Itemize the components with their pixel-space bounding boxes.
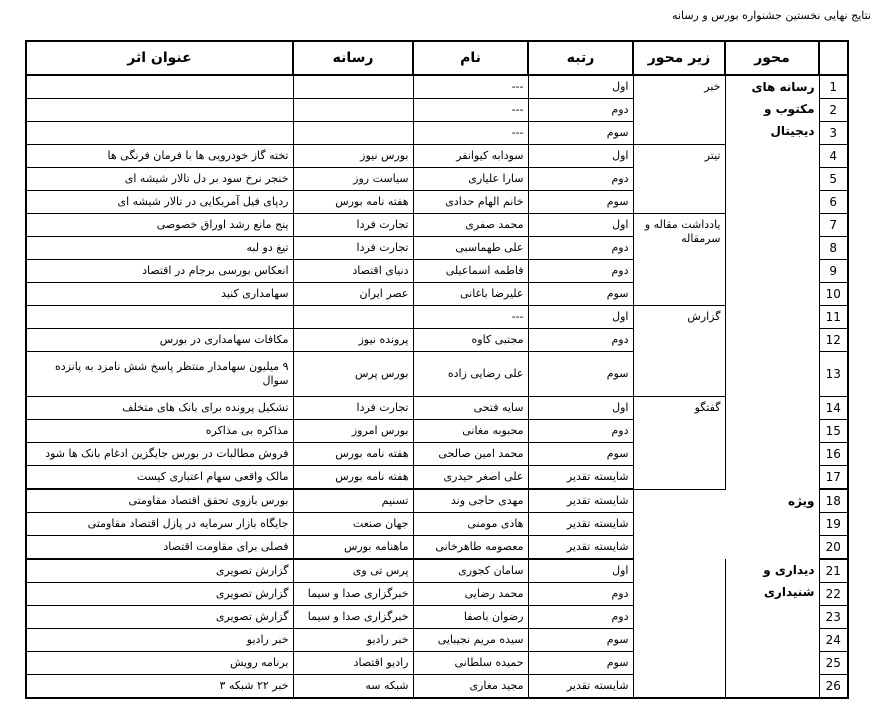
title-cell: فصلی برای مقاومت اقتصاد [26,536,293,560]
name-cell: مجتبی کاوه [413,329,528,352]
media-cell: تجارت فردا [293,397,413,420]
media-cell [293,122,413,145]
rank-cell: دوم [528,260,633,283]
results-table [25,40,849,699]
name-cell: معصومه طاهرخانی [413,536,528,560]
name-cell: سایه فتحی [413,397,528,420]
rank-cell: سوم [528,191,633,214]
name-cell: مهدی حاجی وند [413,489,528,513]
rank-cell: سوم [528,122,633,145]
row-number: 17 [819,466,848,490]
media-cell: جهان صنعت [293,513,413,536]
table-row [26,214,848,237]
media-cell: دنیای اقتصاد [293,260,413,283]
media-cell: هفته نامه بورس [293,443,413,466]
media-cell: ماهنامه بورس [293,536,413,560]
row-number: 18 [819,489,848,513]
media-cell [293,306,413,329]
title-cell: تخته گاز خودرویی ها با فرمان فرنگی ها [26,145,293,168]
row-number: 8 [819,237,848,260]
header-number [819,41,848,75]
media-cell: پرونده نیوز [293,329,413,352]
rank-cell: اول [528,75,633,99]
rank-cell: دوم [528,606,633,629]
name-cell: سودابه کیوانفر [413,145,528,168]
media-cell: پرس تی وی [293,559,413,583]
name-cell: محبوبه مغانی [413,420,528,443]
header-rotbe: رتبه [528,41,633,75]
rank-cell: سوم [528,283,633,306]
row-number: 5 [819,168,848,191]
rank-cell: دوم [528,583,633,606]
title-cell: برنامه رویش [26,652,293,675]
rank-cell: اول [528,397,633,420]
mehvar-written-digital: رسانه های مکتوب و دیجیتال [725,75,819,489]
row-number: 3 [819,122,848,145]
rank-cell: دوم [528,329,633,352]
name-cell: --- [413,75,528,99]
name-cell: --- [413,99,528,122]
row-number: 9 [819,260,848,283]
title-cell: مالک واقعی سهام اعتباری کیست [26,466,293,490]
title-cell: ردپای فیل آمریکایی در تالار شیشه ای [26,191,293,214]
rank-cell: سوم [528,629,633,652]
title-cell: تیغ دو لبه [26,237,293,260]
rank-cell: اول [528,559,633,583]
zir-mehvar-headline: تیتر [633,145,725,214]
title-cell: خنجر نرخ سود بر دل تالار شیشه ای [26,168,293,191]
name-cell: محمد رضایی [413,583,528,606]
row-number: 26 [819,675,848,699]
title-cell: خبر ۲۲ شبکه ۳ [26,675,293,699]
rank-cell: دوم [528,168,633,191]
title-cell: خبر رادیو [26,629,293,652]
table-row [26,489,848,513]
rank-cell: دوم [528,420,633,443]
media-cell: بورس پرس [293,352,413,397]
media-cell: هفته نامه بورس [293,466,413,490]
title-cell: گزارش تصویری [26,583,293,606]
name-cell: علی طهماسبی [413,237,528,260]
row-number: 13 [819,352,848,397]
media-cell: هفته نامه بورس [293,191,413,214]
mehvar-special: ویژه [633,489,819,559]
media-cell: تجارت فردا [293,237,413,260]
name-cell: محمد امین صالحی [413,443,528,466]
name-cell: علی اصغر حیدری [413,466,528,490]
row-number: 23 [819,606,848,629]
name-cell: علیرضا باغانی [413,283,528,306]
mehvar-audio-visual: دیداری و شنیداری [725,559,819,698]
header-onvan: عنوان اثر [26,41,293,75]
media-cell: رادیو اقتصاد [293,652,413,675]
zir-mehvar-empty [633,559,725,698]
title-cell [26,306,293,329]
name-cell: سیده مریم نجیبایی [413,629,528,652]
name-cell: سارا علیاری [413,168,528,191]
row-number: 2 [819,99,848,122]
rank-cell: شایسته تقدیر [528,466,633,490]
row-number: 14 [819,397,848,420]
title-cell: بورس بازوی تحقق اقتصاد مقاومتی [26,489,293,513]
header-row [26,41,848,75]
name-cell: محمد صفری [413,214,528,237]
row-number: 12 [819,329,848,352]
header-zir-mehvar: زیر محور [633,41,725,75]
media-cell: بورس نیوز [293,145,413,168]
header-resane: رسانه [293,41,413,75]
table-body [26,75,848,698]
name-cell: --- [413,122,528,145]
table-row [26,397,848,420]
media-cell: خبر رادیو [293,629,413,652]
name-cell: علی رضایی زاده [413,352,528,397]
header-mehvar: محور [725,41,819,75]
media-cell: عصر ایران [293,283,413,306]
title-cell [26,122,293,145]
row-number: 7 [819,214,848,237]
rank-cell: شایسته تقدیر [528,489,633,513]
media-cell: خبرگزاری صدا و سیما [293,583,413,606]
media-cell: سیاست روز [293,168,413,191]
row-number: 15 [819,420,848,443]
row-number: 1 [819,75,848,99]
name-cell: حمیده سلطانی [413,652,528,675]
row-number: 11 [819,306,848,329]
media-cell [293,99,413,122]
name-cell: مجید مغاری [413,675,528,699]
rank-cell: دوم [528,99,633,122]
table-row [26,306,848,329]
title-cell: فروش مطالبات در بورس جایگزین ادغام بانک ها شود [26,443,293,466]
header-nam: نام [413,41,528,75]
table-row [26,75,848,99]
row-number: 20 [819,536,848,560]
zir-mehvar-report: گزارش [633,306,725,397]
title-cell: گزارش تصویری [26,559,293,583]
title-cell [26,75,293,99]
name-cell: سامان کجوری [413,559,528,583]
title-cell: جایگاه بازار سرمایه در پازل اقتصاد مقاومتی [26,513,293,536]
name-cell: --- [413,306,528,329]
name-cell: رضوان باصفا [413,606,528,629]
rank-cell: اول [528,214,633,237]
rank-cell: اول [528,306,633,329]
page-caption: نتایج نهایی نخستین جشنواره بورس و رسانه [672,9,871,22]
media-cell: خبرگزاری صدا و سیما [293,606,413,629]
row-number: 16 [819,443,848,466]
title-cell: گزارش تصویری [26,606,293,629]
title-cell: پنج مانع رشد اوراق خصوصی [26,214,293,237]
rank-cell: شایسته تقدیر [528,536,633,560]
zir-mehvar-article: یادداشت مقاله و سرمقاله [633,214,725,306]
row-number: 10 [819,283,848,306]
row-number: 22 [819,583,848,606]
table-row [26,145,848,168]
rank-cell: سوم [528,652,633,675]
row-number: 24 [819,629,848,652]
title-cell: مذاکره بی مذاکره [26,420,293,443]
rank-cell: شایسته تقدیر [528,675,633,699]
media-cell: بورس امروز [293,420,413,443]
name-cell: فاطمه اسماعیلی [413,260,528,283]
title-cell: تشکیل پرونده برای بانک های متخلف [26,397,293,420]
row-number: 25 [819,652,848,675]
rank-cell: سوم [528,443,633,466]
media-cell: تسنیم [293,489,413,513]
zir-mehvar-news: خبر [633,75,725,145]
media-cell: شبکه سه [293,675,413,699]
row-number: 6 [819,191,848,214]
rank-cell: دوم [528,237,633,260]
name-cell: خانم الهام حدادی [413,191,528,214]
rank-cell: اول [528,145,633,168]
title-cell: انعکاس بورسی برجام در اقتصاد [26,260,293,283]
title-cell: مکافات سهامداری در بورس [26,329,293,352]
media-cell [293,75,413,99]
title-cell: سهامداری کنید [26,283,293,306]
title-cell [26,99,293,122]
row-number: 19 [819,513,848,536]
row-number: 21 [819,559,848,583]
row-number: 4 [819,145,848,168]
rank-cell: شایسته تقدیر [528,513,633,536]
title-cell: ۹ میلیون سهامدار منتظر پاسخ شش نامزد به پانزده سوال [26,352,293,397]
zir-mehvar-interview: گفتگو [633,397,725,490]
media-cell: تجارت فردا [293,214,413,237]
name-cell: هادی مومنی [413,513,528,536]
rank-cell: سوم [528,352,633,397]
table-row [26,559,848,583]
